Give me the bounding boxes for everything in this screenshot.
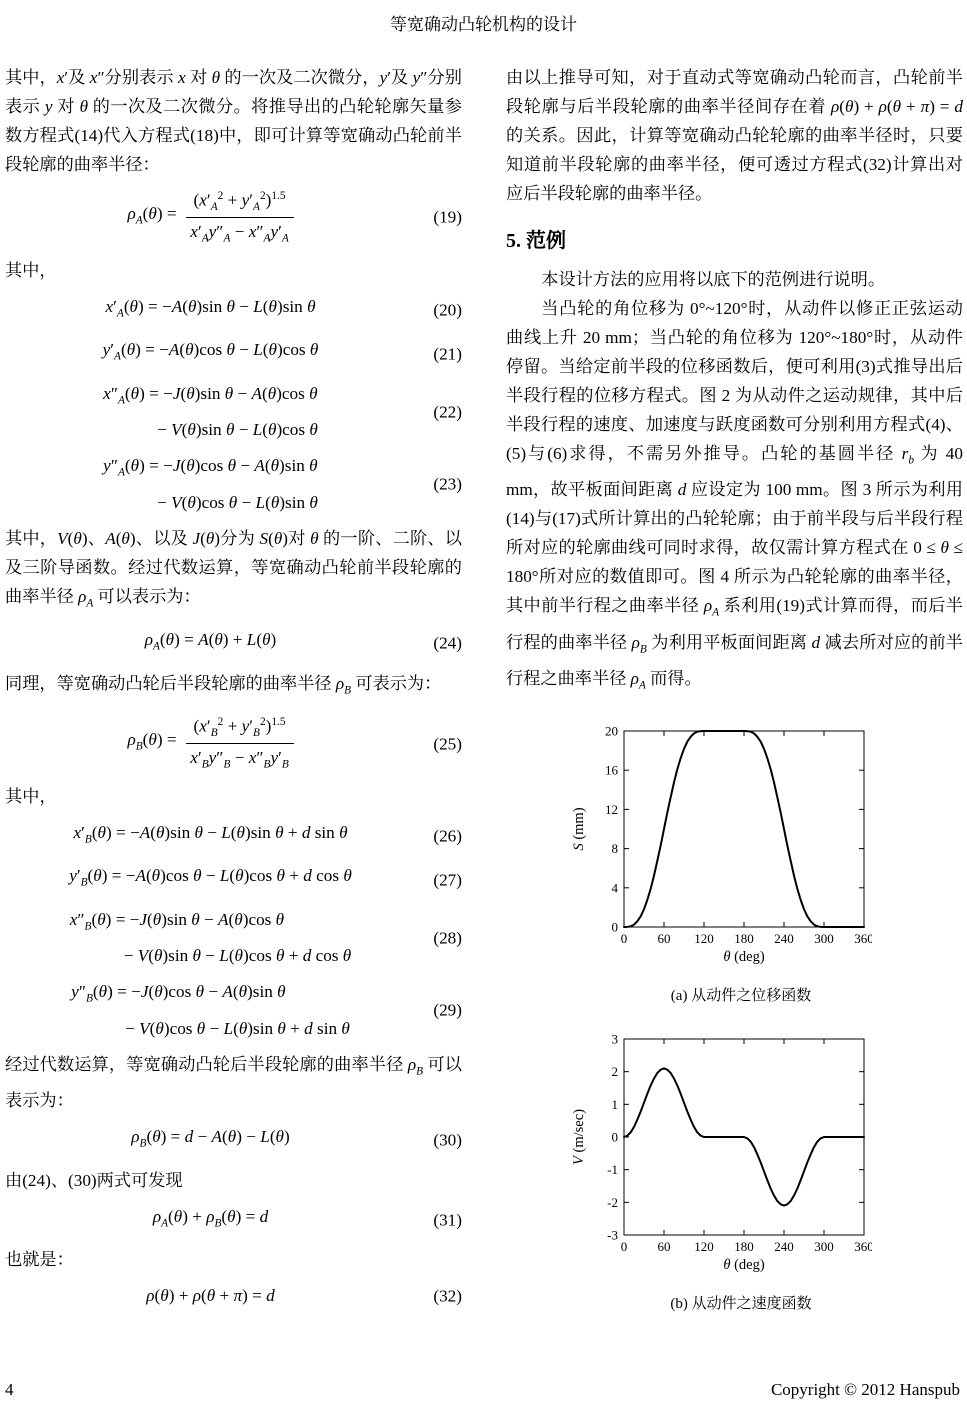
right-column xyxy=(506,63,963,1317)
equation-number: (22) xyxy=(433,402,462,422)
equation-body: $x'_B(\theta) = -A(\theta)\sin$ θ − L(θ)sin θ + d sin θ xyxy=(73,823,348,846)
section-heading: 5. 范例 xyxy=(506,230,566,252)
svg-text:0: 0 xyxy=(620,1238,628,1254)
svg-text:θ (deg): θ (deg) xyxy=(723,1256,765,1273)
figure-caption: (a) 从动件之位移函数 xyxy=(670,987,812,1004)
equation-line1: $y''_A(\theta) = -J(\theta)\cos$ θ − A(θ)sin θ xyxy=(103,456,318,479)
equation-30 xyxy=(5,1122,462,1158)
equation-line1: $x''_B(\theta) = -J(\theta)\sin$ θ − A(θ)cos θ xyxy=(69,909,285,933)
svg-text:20: 20 xyxy=(605,723,618,739)
equation-20 xyxy=(5,292,462,328)
equation-19 xyxy=(5,189,462,246)
equation-number: (20) xyxy=(433,300,462,320)
equation-27 xyxy=(5,861,462,897)
fraction-denominator: $x'_By''_B - x''_By'_B$ xyxy=(190,748,289,771)
equation-number: (31) xyxy=(433,1210,462,1230)
paragraph: 本设计方法的应用将以底下的范例进行说明。 xyxy=(541,270,886,289)
copyright-notice: Copyright © 2012 Hanspub xyxy=(770,1380,960,1399)
svg-text:16: 16 xyxy=(605,762,618,778)
equation-body: $y'_B(\theta) = -A(\theta)\cos$ θ − L(θ)cos θ + d cos θ xyxy=(69,866,352,889)
svg-text:12: 12 xyxy=(605,801,618,817)
equation-number: (30) xyxy=(433,1130,462,1150)
svg-text:360: 360 xyxy=(854,930,872,946)
svg-text:300: 300 xyxy=(814,1238,834,1254)
running-title: 等宽确动凸轮机构的设计 xyxy=(390,15,577,34)
equation-line1: $x''_A(\theta) = -J(\theta)\sin$ θ − A(θ)cos θ xyxy=(103,383,318,407)
svg-text:θ (deg): θ (deg) xyxy=(723,948,765,965)
svg-text:0: 0 xyxy=(620,930,628,946)
equation-26 xyxy=(5,818,462,854)
figure-velocity xyxy=(570,1031,872,1313)
paragraph: 其中，x′及 x″分别表示 x 对 θ 的一次及二次微分，y′及 y″分别表示 y 对 θ 的一次及二次微分。将推导出的凸轮轮廓矢量参数方程式(14)代入方程式(18)中，即可计算等宽确动凸轮前半段轮廓的曲率半径： xyxy=(5,68,462,174)
equation-body xyxy=(70,905,352,970)
fraction-numerator: $(x'_A^2 + y'_A^2)^{1.5}$ xyxy=(186,189,294,218)
svg-text:120: 120 xyxy=(694,1238,714,1254)
equation-24 xyxy=(5,625,462,661)
equation-number: (19) xyxy=(433,207,462,227)
equation-number: (27) xyxy=(433,870,462,890)
svg-text:240: 240 xyxy=(774,1238,794,1254)
paragraph: 同理，等宽确动凸轮后半段轮廓的曲率半径 $\rho_B$ 可表示为： xyxy=(5,673,442,697)
equation-body xyxy=(127,189,293,246)
two-column-body xyxy=(5,63,962,1317)
svg-text:S (mm): S (mm) xyxy=(571,807,587,851)
fraction-numerator: $(x'_B^2 + y'_B^2)^{1.5}$ xyxy=(186,715,294,744)
svg-text:2: 2 xyxy=(611,1063,618,1079)
equation-body xyxy=(127,715,293,772)
equation-lhs: $\rho_B(\theta)$ = xyxy=(127,730,177,753)
equation-number: (29) xyxy=(433,1000,462,1020)
svg-text:60: 60 xyxy=(657,930,671,946)
equation-25 xyxy=(5,715,462,772)
svg-text:4: 4 xyxy=(611,880,618,896)
equation-28 xyxy=(5,905,462,970)
equation-29 xyxy=(5,977,462,1042)
velocity-chart xyxy=(570,1031,872,1279)
svg-text:1: 1 xyxy=(611,1096,618,1112)
equation-line2: − V(θ)cos θ − L(θ)sin θ xyxy=(157,492,318,512)
equation-body: $x'_A(\theta) = -A(\theta)\sin$ θ − L(θ)sin θ xyxy=(105,296,316,320)
svg-text:300: 300 xyxy=(814,930,834,946)
paragraph: 也就是： xyxy=(5,1250,74,1270)
equation-number: (23) xyxy=(433,474,462,494)
figure-displacement xyxy=(570,723,872,1005)
equation-body xyxy=(71,977,350,1042)
paragraph: 由以上推导可知，对于直动式等宽确动凸轮而言，凸轮前半段轮廓与后半段轮廓的曲率半径间存在着 ρ(θ) + ρ(θ + π) = d 的关系。因此，计算等宽确动凸轮轮廓的曲率半径时，只要知道前半段轮廓的曲率半径，便可透过方程式(32)计算出对应后半段轮廓的曲率半径。 xyxy=(506,68,963,203)
svg-text:180: 180 xyxy=(734,930,754,946)
equation-32 xyxy=(5,1281,462,1310)
svg-text:360: 360 xyxy=(854,1238,872,1254)
svg-text:V (m/sec): V (m/sec) xyxy=(571,1108,587,1165)
figure-caption: (b) 从动件之速度函数 xyxy=(670,1295,812,1312)
paragraph: 其中， xyxy=(5,787,57,807)
paragraph: 其中， xyxy=(5,260,57,280)
svg-text:3: 3 xyxy=(611,1031,618,1047)
equation-body: ρ(θ) + ρ(θ + π) = d xyxy=(146,1286,275,1306)
paragraph: 由(24)、(30)两式可发现 xyxy=(5,1170,183,1190)
fraction xyxy=(186,189,294,246)
equation-line1: $y''_B(\theta) = -J(\theta)\cos$ θ − A(θ)sin θ xyxy=(71,982,286,1005)
equation-22 xyxy=(5,379,462,444)
equation-number: (26) xyxy=(433,826,462,846)
paragraph: 经过代数运算，等宽确动凸轮后半段轮廓的曲率半径 $\rho_B$ 可以表示为： xyxy=(5,1054,462,1111)
page-number: 4 xyxy=(5,1380,14,1399)
equation-number: (25) xyxy=(433,734,462,754)
svg-text:60: 60 xyxy=(657,1238,671,1254)
equation-body: $\rho_A(\theta) = A(\theta) + L(\theta)$ xyxy=(144,630,277,653)
equation-body xyxy=(103,379,318,444)
svg-text:0: 0 xyxy=(611,919,618,935)
fraction xyxy=(186,715,294,772)
equation-body xyxy=(103,451,318,516)
equation-21 xyxy=(5,335,462,371)
svg-text:0: 0 xyxy=(611,1129,618,1145)
svg-text:-3: -3 xyxy=(607,1227,618,1243)
svg-text:-1: -1 xyxy=(607,1161,618,1177)
svg-text:120: 120 xyxy=(694,930,714,946)
svg-text:-2: -2 xyxy=(607,1194,618,1210)
equation-body: $y'_A(\theta) = -A(\theta)\cos$ θ − L(θ)cos θ xyxy=(102,340,319,363)
equation-lhs: $\rho_A(\theta)$ = xyxy=(127,204,177,227)
fraction-denominator: $x'_Ay''_A - x''_Ay'_A$ xyxy=(190,222,289,245)
equation-number: (21) xyxy=(433,344,462,364)
equation-31 xyxy=(5,1202,462,1238)
equation-line2: − V(θ)sin θ − L(θ)cos θ xyxy=(157,420,318,440)
displacement-chart xyxy=(570,723,872,971)
svg-text:240: 240 xyxy=(774,930,794,946)
paragraph: 其中，V(θ)、A(θ)、以及 J(θ)分为 S(θ)对 θ 的一阶、二阶、以及三阶导函数。经过代数运算，等宽确动凸轮前半段轮廓的曲率半径 $\rho_A$ 可以表示为： xyxy=(5,528,462,610)
equation-number: (28) xyxy=(433,928,462,948)
equation-line2: − V(θ)cos θ − L(θ)sin θ + d sin θ xyxy=(125,1018,350,1038)
equation-body: $\rho_A(\theta) + \rho_B(\theta) = d$ xyxy=(152,1206,269,1230)
equation-23 xyxy=(5,451,462,516)
equation-body: $\rho_B(\theta) = d - A(\theta) - L(\theta)$ xyxy=(131,1127,290,1150)
equation-line2: − V(θ)sin θ − L(θ)cos θ + d cos θ xyxy=(123,946,352,966)
svg-text:180: 180 xyxy=(734,1238,754,1254)
equation-number: (32) xyxy=(433,1286,462,1306)
left-column xyxy=(5,63,462,1317)
equation-number: (24) xyxy=(433,633,462,653)
page-footer xyxy=(5,1380,960,1400)
paragraph: 当凸轮的角位移为 0°~120°时，从动件以修正正弦运动曲线上升 20 mm；当凸轮的角位移为 120°~180°时，从动件停留。当给定前半段的位移函数后，便可利用(3)式推导出后半段行程的位移方程式。图 2 为从动件之运动规律，其中后半段行程的速度、加速度与跃度函数可分别利用方程式(4)、(5)与(6)求得，不需另外推导。凸轮的基圆半径 $r_b$ 为 40 mm，故平板面间距离 d 应设定为 100 mm。图 3 所示为利用(14)与(17)式所计算出的凸轮轮廓；由于前半段与后半段行程所对应的轮廓曲线可同时求得，故仅需计算方程式在 0 ≤ θ ≤ 180°所对应的数值即可。图 4 所示为凸轮轮廓的曲率半径，其中前半行程之曲率半径 $\rho_A$ 系利用(19)式计算而得，而后半行程的曲率半径 $\rho_B$ 为利用平板面间距离 d 减去所对应的前半行程之曲率半径 $\rho_A$ 而得。 xyxy=(506,299,964,692)
svg-text:8: 8 xyxy=(611,840,618,856)
